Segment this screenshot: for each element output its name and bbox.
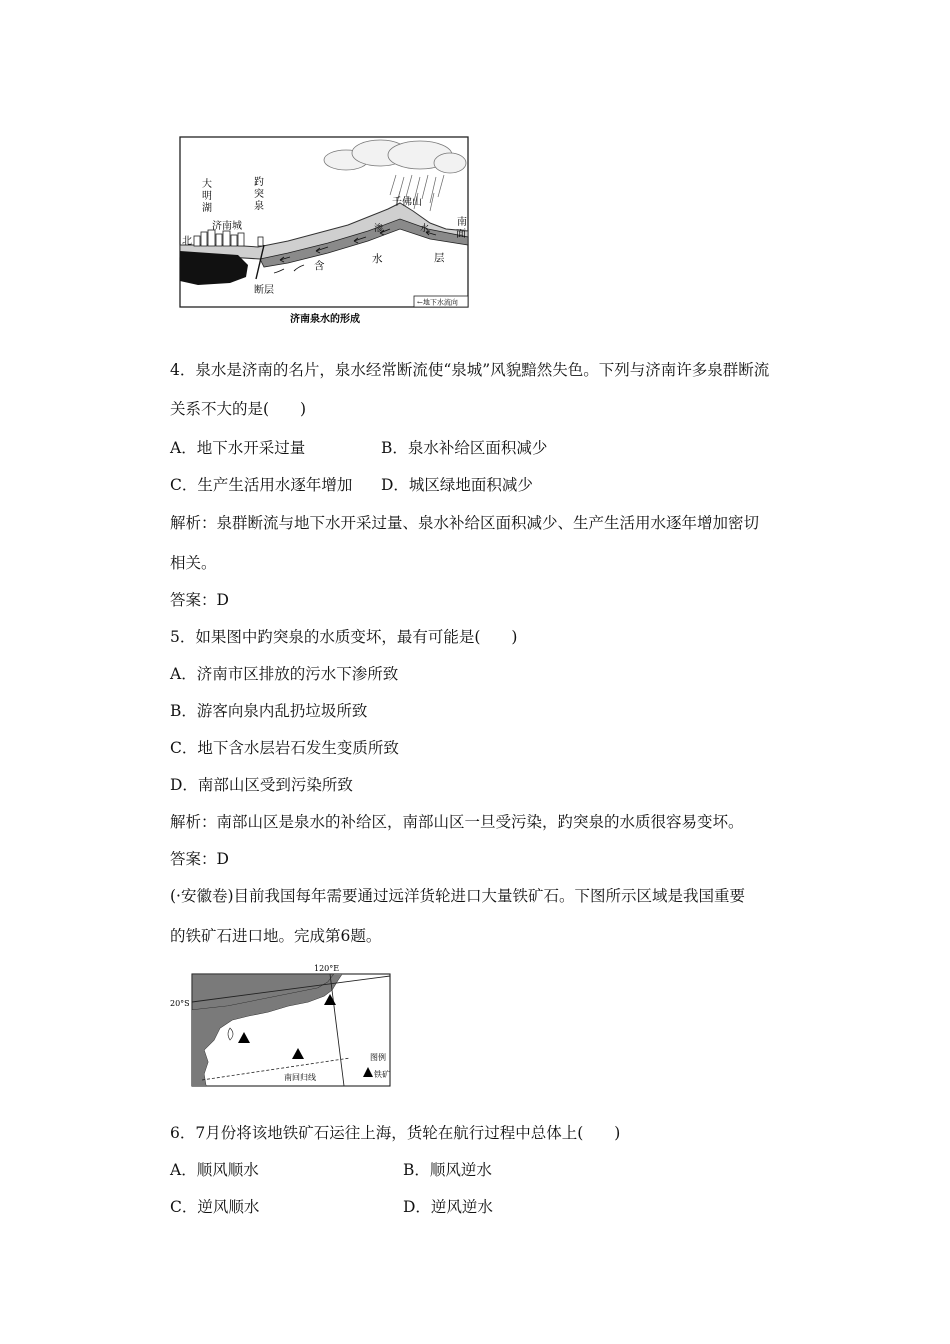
figure1-caption: 济南泉水的形成	[290, 314, 360, 325]
q6-option-d: D．逆风逆水	[403, 1198, 493, 1216]
intro-line2: 的铁矿石进口地。完成第6题。	[170, 927, 382, 945]
south-label-1: 南	[457, 217, 467, 228]
lake-label-1: 大	[202, 179, 212, 190]
lon-label: 120°E	[314, 964, 340, 973]
q5-answer: 答案：D	[170, 850, 229, 868]
tropic-label: 南回归线	[284, 1073, 316, 1082]
q5-analysis: 解析：南部山区是泉水的补给区，南部山区一旦受污染，趵突泉的水质很容易变坏。	[170, 813, 744, 831]
seep-label-2: 水	[420, 224, 430, 234]
q5-option-d: D．南部山区受到污染所致	[170, 776, 353, 794]
q6-option-b: B．顺风逆水	[403, 1161, 492, 1179]
q4-answer: 答案：D	[170, 591, 229, 609]
q4-option-b: B．泉水补给区面积减少	[381, 439, 548, 457]
seep-label-1: 渗	[374, 224, 384, 234]
spring-label-1: 趵	[254, 177, 264, 188]
q4-option-a: A．地下水开采过量	[170, 439, 306, 457]
q6-option-c: C．逆风顺水	[170, 1198, 260, 1216]
legend-item: 铁矿	[374, 1070, 390, 1079]
q6-stem: 6．7月份将该地铁矿石运往上海，货轮在航行过程中总体上( )	[170, 1124, 621, 1142]
q5-option-c: C．地下含水层岩石发生变质所致	[170, 739, 399, 757]
north-label: 北	[182, 236, 192, 247]
city-label: 济南城	[212, 221, 242, 232]
q4-option-d: D．城区绿地面积减少	[381, 476, 533, 494]
aquifer-label-1: 含	[314, 260, 325, 272]
igneous-rock	[180, 251, 248, 285]
legend-title: 图例	[370, 1053, 386, 1062]
jinan-spring-figure	[168, 133, 480, 329]
q5-option-a: A．济南市区排放的污水下渗所致	[170, 665, 399, 683]
q6-option-a: A．顺风顺水	[170, 1161, 259, 1179]
q4-analysis-line2: 相关。	[170, 554, 217, 572]
lat-label: 20°S	[170, 999, 190, 1008]
spring-label-2: 突	[254, 189, 264, 200]
fault-label: 断层	[254, 285, 274, 296]
lake-label-2: 明	[202, 191, 212, 202]
q5-stem: 5．如果图中趵突泉的水质变坏，最有可能是( )	[170, 628, 518, 646]
iron-ore-map-figure	[168, 962, 398, 1092]
south-label-2: 面	[456, 229, 466, 240]
q4-stem-line1: 4．泉水是济南的名片，泉水经常断流使“泉城”风貌黯然失色。下列与济南许多泉群断流	[170, 361, 770, 379]
mountain-label: 千佛山	[392, 197, 422, 208]
q4-option-c: C．生产生活用水逐年增加	[170, 476, 353, 494]
spring-label-3: 泉	[254, 201, 264, 212]
lake-label-3: 湖	[202, 203, 212, 214]
q4-analysis-line1: 解析：泉群断流与地下水开采过量、泉水补给区面积减少、生产生活用水逐年增加密切	[170, 514, 760, 532]
q5-option-b: B．游客向泉内乱扔垃圾所致	[170, 702, 368, 720]
legend-label: ←地下水流向	[417, 298, 458, 307]
aquifer-label-2: 水	[372, 253, 383, 265]
q4-stem-line2: 关系不大的是( )	[170, 400, 307, 418]
intro-line1: (·安徽卷)目前我国每年需要通过远洋货轮进口大量铁矿石。下图所示区域是我国重要	[170, 887, 746, 905]
aquifer-label-3: 层	[434, 252, 445, 264]
